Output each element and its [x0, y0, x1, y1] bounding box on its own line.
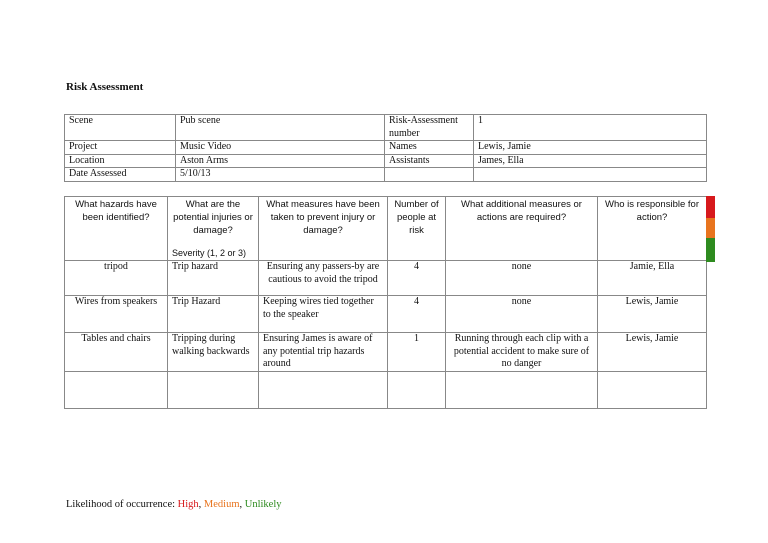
- legend-separator: ,: [239, 499, 245, 510]
- hazard-cell: tripod: [65, 261, 168, 296]
- responsible-cell: Lewis, Jamie: [598, 296, 707, 333]
- scene-value: Pub scene: [176, 115, 385, 141]
- header-injuries-text: What are the potential injuries or damage?: [173, 199, 253, 236]
- empty-cell: [259, 371, 388, 408]
- date-label: Date Assessed: [65, 168, 176, 182]
- responsible-cell: Lewis, Jamie: [598, 333, 707, 372]
- people-cell: 1: [388, 333, 446, 372]
- likelihood-medium-bar: [706, 218, 715, 238]
- additional-cell: Running through each clip with a potential accident to make sure of no danger: [446, 333, 598, 372]
- measures-cell: Ensuring any passers-by are cautious to avoid the tripod: [259, 261, 388, 296]
- legend-high: High: [177, 499, 199, 510]
- header-hazards: What hazards have been identified?: [65, 197, 168, 261]
- legend-prefix: Likelihood of occurrence:: [66, 499, 178, 510]
- responsible-cell: Jamie, Ella: [598, 261, 707, 296]
- legend-unlikely: Unlikely: [244, 499, 282, 510]
- header-injuries: [168, 197, 259, 261]
- table-row: [65, 333, 707, 372]
- assistants-value: James, Ella: [474, 154, 707, 168]
- table-row: [65, 261, 707, 296]
- hazard-table: [64, 196, 707, 409]
- additional-cell: none: [446, 261, 598, 296]
- ra-number-value: 1: [474, 115, 707, 141]
- likelihood-legend: [66, 499, 282, 510]
- injury-cell: Tripping during walking backwards: [168, 333, 259, 372]
- location-label: Location: [65, 154, 176, 168]
- names-label: Names: [385, 141, 474, 155]
- legend-medium: Medium: [203, 499, 240, 510]
- header-additional: What additional measures or actions are required?: [446, 197, 598, 261]
- likelihood-high-bar: [706, 196, 715, 218]
- empty-cell: [474, 168, 707, 182]
- header-people: Number of people at risk: [388, 197, 446, 261]
- empty-cell: [446, 371, 598, 408]
- empty-cell: [598, 371, 707, 408]
- people-cell: 4: [388, 296, 446, 333]
- injury-cell: Trip Hazard: [168, 296, 259, 333]
- injury-cell: Trip hazard: [168, 261, 259, 296]
- assistants-label: Assistants: [385, 154, 474, 168]
- measures-cell: Ensuring James is aware of any potential trip hazards around: [259, 333, 388, 372]
- header-measures: What measures have been taken to prevent injury or damage?: [259, 197, 388, 261]
- scene-label: Scene: [65, 115, 176, 141]
- names-value: Lewis, Jamie: [474, 141, 707, 155]
- empty-cell: [168, 371, 259, 408]
- legend-separator: ,: [198, 499, 204, 510]
- people-cell: 4: [388, 261, 446, 296]
- location-value: Aston Arms: [176, 154, 385, 168]
- document-title: Risk Assessment: [66, 81, 144, 93]
- ra-number-label: Risk-Assessment number: [385, 115, 474, 141]
- hazard-cell: Tables and chairs: [65, 333, 168, 372]
- hazard-cell: Wires from speakers: [65, 296, 168, 333]
- table-row: [65, 296, 707, 333]
- header-severity: Severity (1, 2 or 3): [172, 248, 247, 258]
- table-row: [65, 371, 707, 408]
- measures-cell: Keeping wires tied together to the speaker: [259, 296, 388, 333]
- date-value: 5/10/13: [176, 168, 385, 182]
- empty-cell: [385, 168, 474, 182]
- additional-cell: none: [446, 296, 598, 333]
- empty-cell: [388, 371, 446, 408]
- empty-cell: [65, 371, 168, 408]
- likelihood-unlikely-bar: [706, 238, 715, 262]
- project-label: Project: [65, 141, 176, 155]
- info-table: [64, 114, 707, 182]
- project-value: Music Video: [176, 141, 385, 155]
- header-responsible: Who is responsible for action?: [598, 197, 707, 261]
